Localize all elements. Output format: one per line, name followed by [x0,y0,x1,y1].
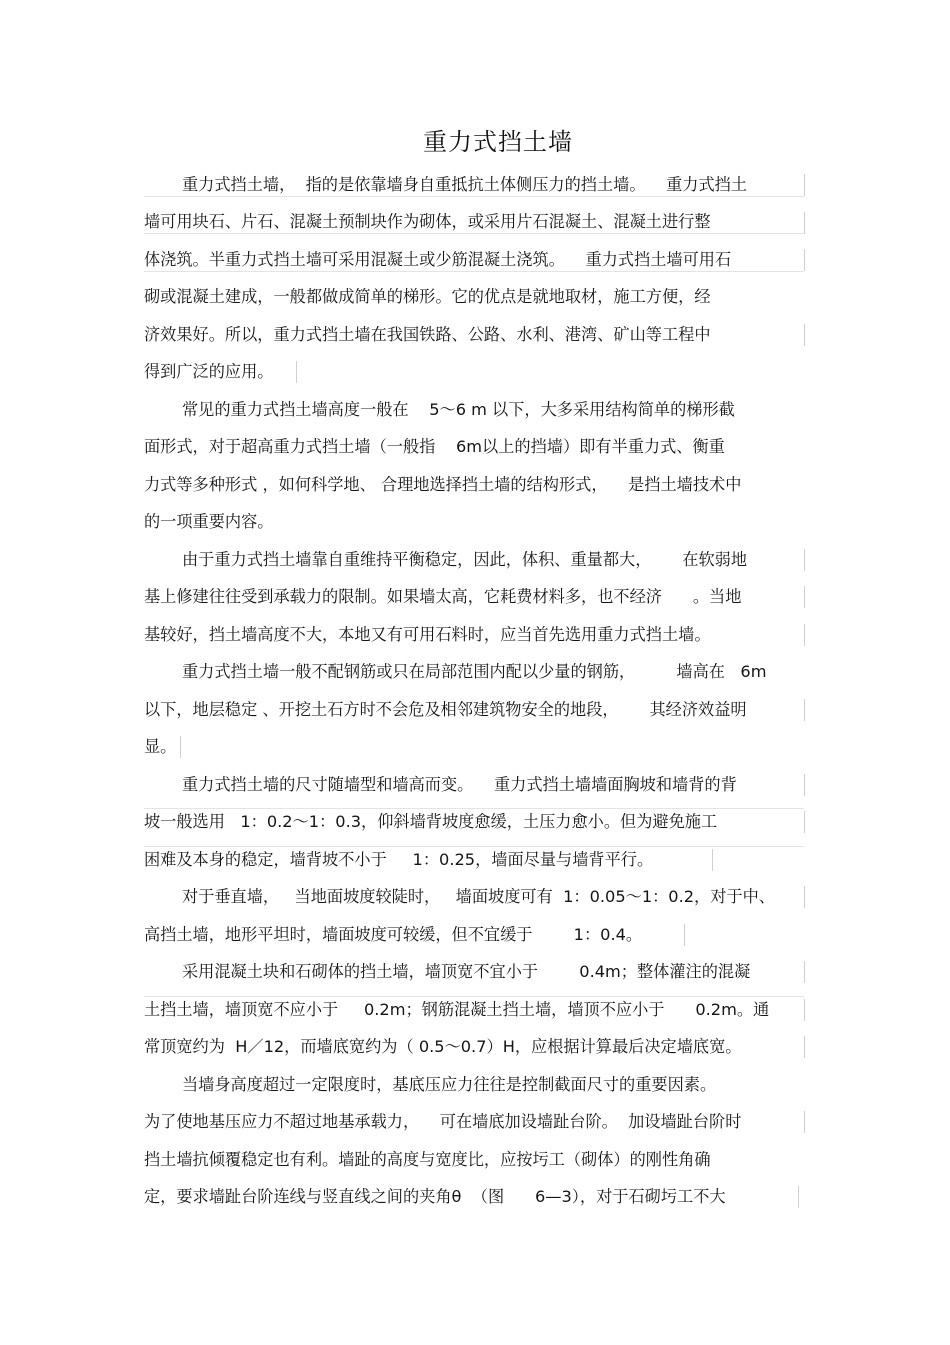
text-line [144,241,731,278]
text-line-content: 当墙身高度超过一定限度时，基底压应力往往是控制截面尺寸的重要因素。 [182,1075,717,1094]
text-line-content: 得到广泛的应用。 [144,362,274,381]
margin-rule [804,174,805,196]
text-line-content: 基较好，挡土墙高度不大，本地又有可用石料时，应当首先选用重力式挡土墙。 [144,625,711,644]
text-line [144,616,711,653]
text-line-content: 济效果好。所以，重力式挡土墙在我国铁路、公路、水利、港湾、矿山等工程中 [144,325,711,344]
text-line-content: 以下，地层稳定 、开挖土石方时不会危及相邻建筑物安全的地段， 其经济效益明 [144,700,747,719]
margin-rule [804,624,805,646]
text-line [144,428,725,465]
text-line-content: 由于重力式挡土墙靠自重维持平衡稳定，因此，体积、重量都大， 在软弱地 [182,550,748,569]
text-line-content: 力式等多种形式 ，如何科学地、 合理地选择挡土墙的结构形式， 是挡土墙技术中 [144,475,742,494]
text-line [144,578,741,615]
text-line [144,353,274,390]
margin-rule [804,1036,805,1058]
text-line-content: 土挡土墙，墙顶宽不应小于 0.2m；钢筋混凝土挡土墙，墙顶不应小于 0.2m。通 [144,1000,770,1019]
margin-rule [712,849,713,871]
text-line-content: 显。 [144,737,177,756]
text-line-content: 常见的重力式挡土墙高度一般在 5～6 m 以下，大多采用结构简单的梯形截 [182,400,735,419]
margin-rule [804,586,805,608]
text-line-content: 坡一般选用 1：0.2～1：0.3，仰斜墙背坡度愈缓，土压力愈小。但为避免施工 [144,812,718,831]
margin-rule [684,924,685,946]
text-line [144,916,642,953]
text-line-content: 重力式挡土墙的尺寸随墙型和墙高而变。 重力式挡土墙墙面胸坡和墙背的背 [182,775,737,794]
scan-underline [144,808,804,809]
text-line-content: 的一项重要内容。 [144,512,274,531]
text-line [182,878,775,915]
text-line [144,316,711,353]
text-line [144,1103,741,1140]
margin-rule [804,811,805,833]
margin-rule [804,961,805,983]
text-line-content: 墙可用块石、片石、混凝土预制块作为砌体，或采用片石混凝土、混凝土进行整 [144,212,711,231]
text-line [182,766,737,803]
text-line-content: 砌或混凝土建成，一般都做成简单的梯形。它的优点是就地取材，施工方便，经 [144,287,711,306]
text-line [182,166,747,203]
scan-underline [144,271,804,272]
margin-rule [804,212,805,234]
text-line-content: 体浇筑。半重力式挡土墙可采用混凝土或少筋混凝土浇筑。 重力式挡土墙可用石 [144,250,732,269]
text-line [144,1178,726,1215]
margin-rule [804,1111,805,1133]
margin-rule [804,324,805,346]
text-line [182,391,735,428]
text-line-content: 面形式，对于超高重力式挡土墙（一般指 6m以上的挡墙）即有半重力式、衡重 [144,437,725,456]
text-line [182,1066,716,1103]
text-line-content: 对于垂直墙， 当地面坡度较陡时， 墙面坡度可有 1：0.05～1：0.2，对于中、 [182,887,775,906]
scan-underline [144,233,804,234]
text-line-content: 重力式挡土墙， 指的是依靠墙身自重抵抗土体侧压力的挡土墙。 重力式挡土 [182,175,748,194]
text-line [144,728,176,765]
scan-underline [144,196,804,197]
margin-rule [296,361,297,383]
text-line [144,1141,711,1178]
text-line-content: 重力式挡土墙一般不配钢筋或只在局部范围内配以少量的钢筋， 墙高在 6m [182,662,767,681]
text-line [144,691,747,728]
text-line-content: 定，要求墙趾台阶连线与竖直线之间的夹角θ （图 6—3），对于石砌圬工不大 [144,1187,726,1206]
margin-rule [804,999,805,1021]
margin-rule [798,1186,799,1208]
text-line [144,503,274,540]
scan-underline [144,996,804,997]
document-title: 重力式挡土墙 [423,128,573,156]
text-line [182,653,766,690]
margin-rule [804,774,805,796]
text-line [144,466,741,503]
text-line [144,278,711,315]
margin-rule [804,699,805,721]
margin-rule [804,549,805,571]
margin-rule [180,736,181,758]
text-line-content: 挡土墙抗倾覆稳定也有利。墙趾的高度与宽度比，应按圬工（砌体）的刚性角确 [144,1150,711,1169]
text-line [182,953,750,990]
text-line [144,203,711,240]
text-line-content: 基上修建往往受到承载力的限制。如果墙太高，它耗费材料多，也不经济 。当地 [144,587,742,606]
text-line-content: 高挡土墙，地形平坦时，墙面坡度可较缓，但不宜缓于 1：0.4。 [144,925,643,944]
text-line-content: 为了使地基压应力不超过地基承载力， 可在墙底加设墙趾台阶。 加设墙趾台阶时 [144,1112,742,1131]
text-line [144,1028,742,1065]
text-line-content: 常顶宽约为 H／12，而墙底宽约为（ 0.5～0.7）H，应根据计算最后决定墙底宽。 [144,1037,742,1056]
text-line-content: 困难及本身的稳定，墙背坡不小于 1：0.25，墙面尽量与墙背平行。 [144,850,654,869]
text-line-content: 采用混凝土块和石砌体的挡土墙，墙顶宽不宜小于 0.4m；整体灌注的混凝 [182,962,751,981]
margin-rule [804,886,805,908]
margin-rule [804,249,805,271]
scan-underline [144,846,804,847]
text-line [182,541,747,578]
